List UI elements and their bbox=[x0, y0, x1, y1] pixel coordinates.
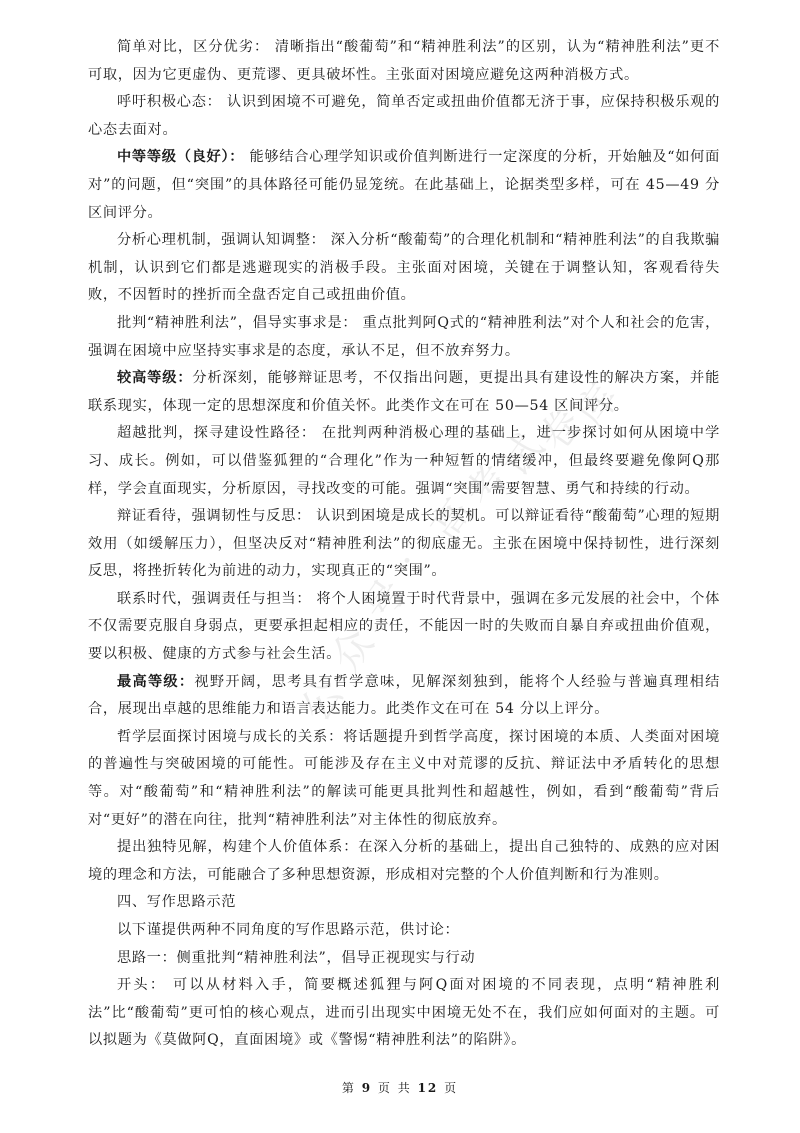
paragraph-text: 将个人困境置于时代背景中，强调在多元发展的社会中，个体不仅需要克服自身弱点，更要承担起相应的责任，不能因一时的失败而自暴自弃或扭曲价值观，要以积极、健康的方式参与社会生活。 bbox=[88, 590, 720, 663]
paragraph-intro-ideas bbox=[88, 917, 720, 945]
page-footer bbox=[0, 1079, 800, 1096]
paragraph-medium-grade bbox=[88, 144, 720, 227]
paragraph-text: 在深入分析的基础上，提出自己独特的、成熟的应对困境的理念和方法，可能融合了多种思想资源，形成相对完整的个人价值判断和行为准则。 bbox=[88, 839, 720, 883]
paragraph-era-responsibility bbox=[88, 586, 720, 669]
paragraph-philosophy bbox=[88, 724, 720, 834]
paragraph-text: 以下谨提供两种不同角度的写作思路示范，供讨论： bbox=[117, 922, 460, 938]
paragraph-lead: 联系时代，强调责任与担当： bbox=[117, 590, 312, 607]
paragraph-text: 将话题提升到哲学高度，探讨困境的本质、人类面对困境的普遍性与突破困境的可能性。可能涉及存在主义中对荒谬的反抗、辩证法中矛盾转化的思想等。对“酸葡萄”和“精神胜利法”的解读可能更具批判性和超越性，例如，看到“酸葡萄”背后对“更好”的潜在向往，批判“精神胜利法”对主体性的彻底放弃。 bbox=[88, 728, 720, 828]
paragraph-text: 重点批判阿Q式的“精神胜利法”对个人和社会的危害，强调在困境中应坚持实事求是的态度，承认不足，但不放弃努力。 bbox=[88, 314, 720, 359]
document-body bbox=[88, 34, 720, 1055]
paragraph-text: 在批判两种消极心理的基础上，进一步探讨如何从困境中学习、成长。例如，可以借鉴狐狸的“合理化”作为一种短暂的情绪缓冲，但最终要避免像阿Q那样，学会直面现实，分析原因，寻找改变的可能。强调“突围”需要智慧、勇气和持续的行动。 bbox=[88, 425, 720, 497]
paragraph-lead: 简单对比，区分优劣： bbox=[117, 39, 270, 55]
grade-heading: 较高等级： bbox=[117, 370, 193, 387]
footer-suffix: 页 bbox=[444, 1081, 459, 1095]
paragraph-text: 认识到困境不可避免，简单否定或扭曲价值都无济于事，应保持积极乐观的心态去面对。 bbox=[88, 94, 721, 138]
footer-total-pages: 12 bbox=[417, 1081, 439, 1095]
paragraph-text: 分析深刻，能够辩证思考，不仅指出问题，更提出具有建设性的解决方案，并能联系现实，体现一定的思想深度和价值关怀。此类作文在可在 50—54 区间评分。 bbox=[88, 370, 720, 414]
paragraph-constructive-path bbox=[88, 420, 720, 503]
paragraph-text: 深入分析“酸葡萄”的合理化机制和“精神胜利法”的自我欺骗机制，认识到它们都是逃避现实的消极手段。主张面对困境，关键在于调整认知，客观看待失败，不因暂时的挫折而全盘否定自己或扭曲价值。 bbox=[88, 232, 720, 304]
watermark: 公 众 号 ： 高 考 试 卷 库 bbox=[292, 375, 629, 731]
paragraph-text: 认识到困境是成长的契机。可以辩证看待“酸葡萄”心理的短期效用（如缓解压力），但坚决反对“精神胜利法”的彻底虚无。主张在困境中保持韧性，进行深刻反思，将挫折转化为前进的动力，实现真正的“突围”。 bbox=[88, 508, 720, 580]
paragraph-lead: 开头： bbox=[117, 977, 167, 994]
paragraph-top-grade bbox=[88, 669, 720, 724]
paragraph-lead: 超越批判，探寻建设性路径： bbox=[117, 425, 317, 442]
section-heading-writing-ideas bbox=[88, 889, 720, 917]
paragraph-lead: 辩证看待，强调韧性与反思： bbox=[117, 508, 311, 525]
paragraph-text: 能够结合心理学知识或价值判断进行一定深度的分析，开始触及“如何面对”的问题，但“突围”的具体路径可能仍显笼统。在此基础上，论据类型多样，可在 45—49 分区间评分。 bbox=[88, 149, 720, 221]
paragraph-criticize-spiritual-victory bbox=[88, 310, 720, 365]
paragraph-opening bbox=[88, 972, 720, 1055]
grade-heading: 最高等级： bbox=[117, 673, 195, 690]
paragraph-dialectical-view bbox=[88, 503, 720, 586]
footer-prefix: 第 bbox=[341, 1081, 356, 1095]
paragraph-positive-attitude bbox=[88, 89, 720, 144]
paragraph-text: 视野开阔，思考具有哲学意味，见解深刻独到，能将个人经验与普遍真理相结合，展现出卓越的思维能力和语言表达能力。此类作文在可在 54 分以上评分。 bbox=[88, 673, 720, 718]
paragraph-psychology-mechanism bbox=[88, 227, 720, 310]
paragraph-text: 可以从材料入手，简要概述狐狸与阿Q面对困境的不同表现，点明“精神胜利法”比“酸葡萄”更可怕的核心观点，进而引出现实中困境无处不在，我们应如何面对的主题。可以拟题为《莫做阿Q，直面困境》或《警惕“精神胜利法”的陷阱》。 bbox=[88, 977, 720, 1049]
footer-middle: 页 共 bbox=[377, 1081, 412, 1095]
paragraph-lead: 分析心理机制，强调认知调整： bbox=[117, 232, 326, 249]
paragraph-idea-one bbox=[88, 945, 720, 973]
paragraph-lead: 呼吁积极心态： bbox=[117, 94, 222, 111]
paragraph-lead: 批判“精神胜利法”，倡导实事求是： bbox=[117, 314, 358, 331]
paragraph-unique-view bbox=[88, 834, 720, 889]
paragraph-lead: 哲学层面探讨困境与成长的关系： bbox=[117, 728, 344, 745]
paragraph-lead: 提出独特见解，构建个人价值体系： bbox=[117, 839, 359, 856]
footer-page-number: 9 bbox=[361, 1081, 373, 1095]
paragraph-higher-grade bbox=[88, 365, 720, 420]
paragraph-text: 清晰指出“酸葡萄”和“精神胜利法”的区别，认为“精神胜利法”更不可取，因为它更虚伪、更荒谬、更具破坏性。主张面对困境应避免这两种消极方式。 bbox=[88, 39, 720, 83]
paragraph-text: 思路一：侧重批判“精神胜利法”，倡导正视现实与行动 bbox=[117, 949, 476, 966]
grade-heading: 中等等级（良好）： bbox=[117, 149, 245, 166]
section-heading: 四、写作思路示范 bbox=[117, 894, 237, 911]
paragraph-simple-comparison bbox=[88, 34, 720, 89]
